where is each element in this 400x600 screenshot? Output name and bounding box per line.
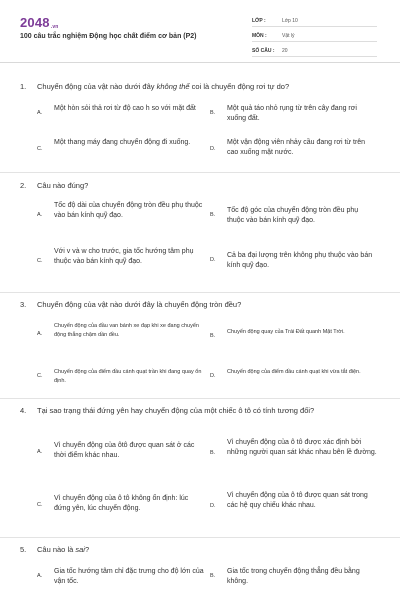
meta-row-subject — [252, 27, 377, 42]
option-letter: B. — [210, 573, 216, 579]
meta-row-count — [252, 42, 377, 57]
meta-table — [252, 12, 377, 57]
option-letter: A. — [37, 212, 43, 218]
option-letter: A. — [37, 331, 43, 337]
option-text: Với v và w cho trước, gia tốc hướng tâm phụ thuộc vào bán kính quỹ đạo. — [54, 248, 194, 265]
option-text: Tốc độ dài của chuyển động tròn đều phụ thuộc vào bán kính quỹ đạo. — [54, 202, 203, 219]
option-letter: D. — [210, 257, 216, 263]
question-text: Câu nào là sai? — [37, 545, 90, 554]
option-text: Một vận động viên nhảy cầu đang rơi từ trên cao xuống mặt nước. — [227, 139, 366, 156]
option-text: Một thang máy đang chuyển động đi xuống. — [54, 139, 191, 146]
divider — [0, 172, 400, 173]
brand-suffix: .vn — [50, 24, 59, 30]
option-letter: D. — [210, 373, 216, 379]
divider — [0, 292, 400, 293]
option-text: Gia tốc hướng tâm chỉ đặc trưng cho độ lớn của vận tốc. — [54, 568, 204, 585]
option-letter: B. — [210, 110, 216, 116]
option-text: Cả ba đại lượng trên không phụ thuộc vào bán kính quỹ đạo. — [227, 252, 373, 269]
divider — [0, 398, 400, 399]
option-text: Chuyển động quay của Trái Đất quanh Mặt Trời. — [227, 329, 345, 335]
option-text: Gia tốc trong chuyển động thẳng đều bằng không. — [227, 568, 360, 585]
brand-name: 2048 — [20, 15, 50, 30]
option-letter: B. — [210, 450, 216, 456]
option-letter: B. — [210, 333, 216, 339]
option-text: Vì chuyển động của ôtô được quan sát ở các thời điểm khác nhau. — [54, 442, 195, 459]
page-header — [0, 0, 400, 63]
meta-key: MÔN : — [252, 33, 267, 39]
divider — [0, 537, 400, 538]
question-number: 4. — [20, 406, 27, 415]
meta-value: Lớp 10 — [282, 18, 298, 24]
meta-key: LỚP : — [252, 18, 266, 24]
option-letter: A. — [37, 573, 43, 579]
question-number: 5. — [20, 545, 27, 554]
option-letter: C. — [37, 502, 43, 508]
option-letter: C. — [37, 146, 43, 152]
option-text: Tốc độ góc của chuyển động tròn đều phụ thuộc vào bán kính quỹ đạo. — [227, 207, 359, 224]
brand-logo[interactable] — [20, 15, 59, 30]
option-text: Một hòn sỏi thả rơi từ độ cao h so với mặt đất — [54, 105, 196, 112]
meta-key: SỐ CÂU : — [252, 48, 275, 54]
option-letter: A. — [37, 449, 43, 455]
option-text: Vì chuyển động của ô tô được xác định bởi những người quan sát khác nhau bên lề đường. — [227, 439, 377, 456]
option-letter: C. — [37, 373, 43, 379]
meta-value: 20 — [282, 48, 288, 54]
option-text: Chuyển động của điểm đầu cánh quạt trần khi đang quay ổn định. — [54, 369, 202, 384]
option-text: Chuyển động của đầu van bánh xe đạp khi xe đang chuyển động thẳng chậm dần đều. — [54, 323, 199, 338]
option-text: Một quả táo nhỏ rụng từ trên cây đang rơi xuống đất. — [227, 105, 357, 122]
question-text: Chuyển động của vật nào dưới đây là chuyển động tròn đều? — [37, 300, 242, 309]
option-letter: A. — [37, 110, 43, 116]
option-text: Vì chuyển động của ô tô được quan sát trong các hệ quy chiếu khác nhau. — [227, 492, 368, 509]
emphasis: sai — [75, 545, 85, 554]
question-number: 1. — [20, 82, 27, 91]
question-text: Câu nào đúng? — [37, 181, 89, 190]
page-title: 100 câu trắc nghiệm Động học chất điểm cơ bản (P2) — [20, 33, 197, 40]
question-text: Chuyển động của vật nào dưới đây không thể coi là chuyển động rơi tự do? — [37, 82, 290, 91]
question-number: 3. — [20, 300, 27, 309]
option-letter: B. — [210, 212, 216, 218]
question-number: 2. — [20, 181, 27, 190]
meta-value: Vật lý — [282, 33, 295, 39]
question-text: Tại sao trạng thái đứng yên hay chuyển động của một chiếc ô tô có tính tương đối? — [37, 406, 315, 415]
option-text: Vì chuyển động của ô tô không ổn định: lúc đứng yên, lúc chuyển động. — [54, 495, 189, 512]
option-letter: D. — [210, 146, 216, 152]
emphasis: không thể — [156, 82, 190, 91]
option-letter: D. — [210, 503, 216, 509]
option-letter: C. — [37, 258, 43, 264]
meta-row-class — [252, 12, 377, 27]
option-text: Chuyển động của điểm đầu cánh quạt khi vừa tắt điện. — [227, 369, 361, 375]
